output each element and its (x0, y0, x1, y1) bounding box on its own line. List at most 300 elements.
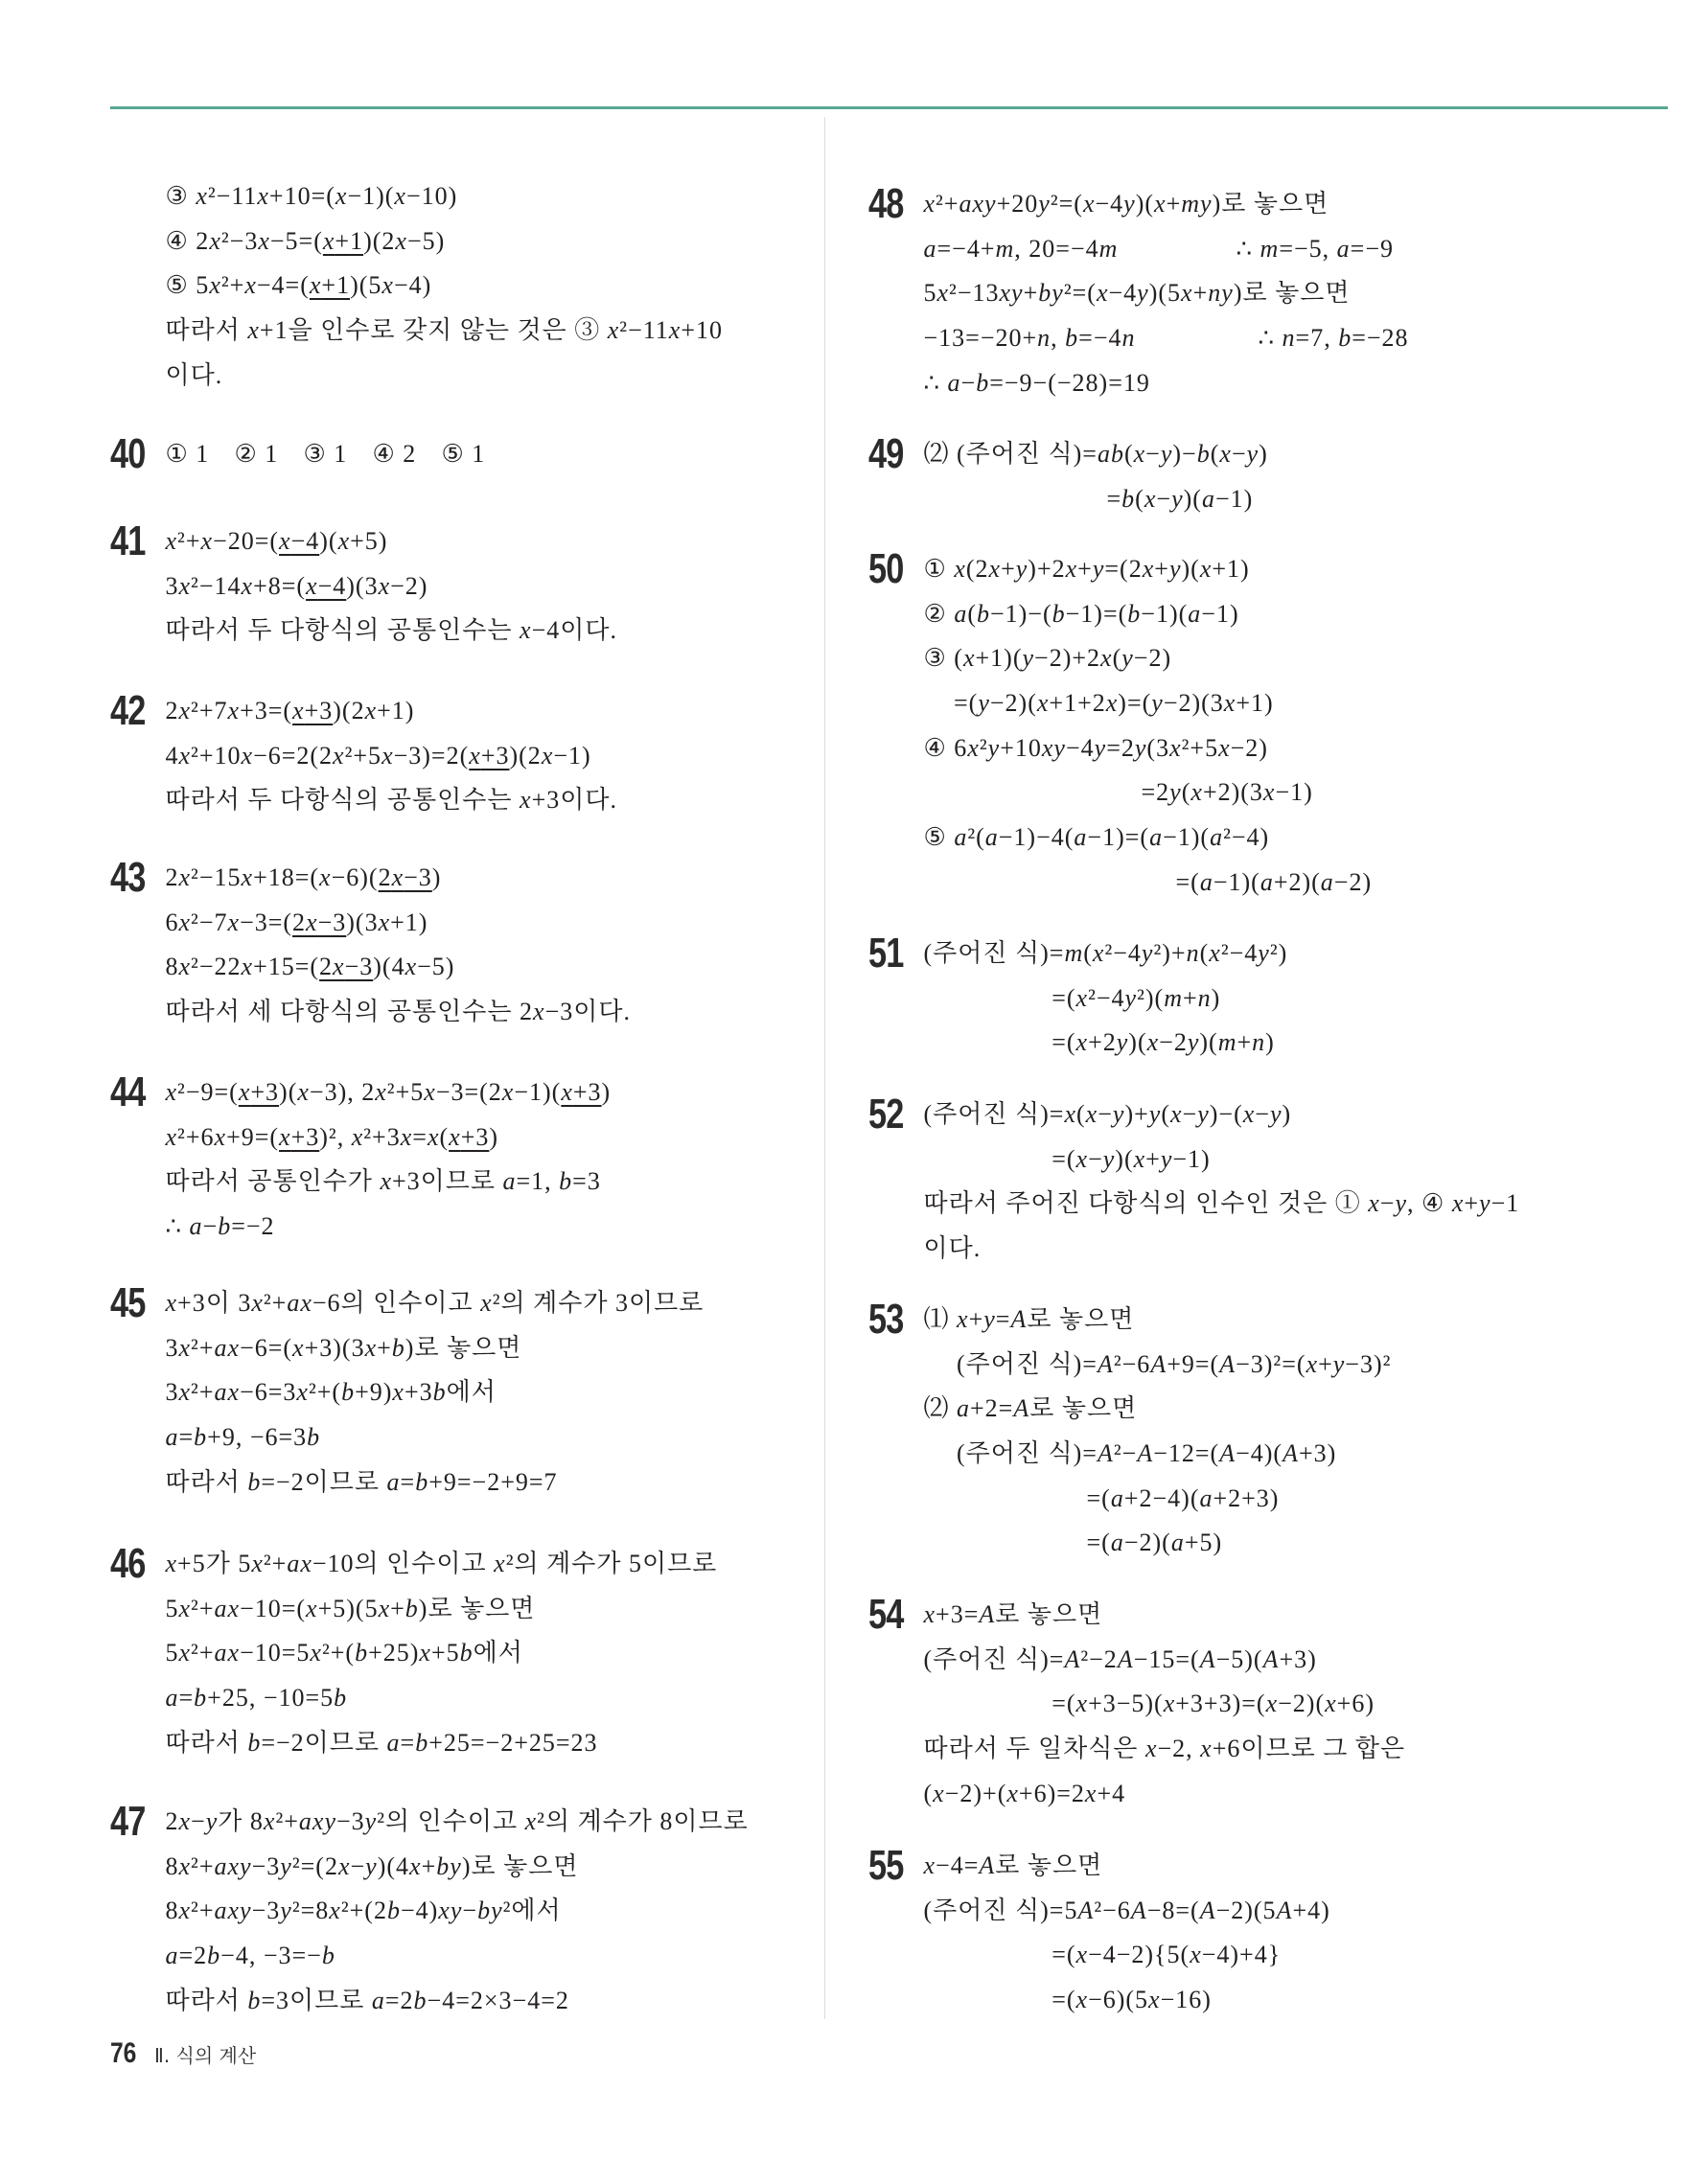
solution-line: =(x−y)(x+y−1) (1051, 1144, 1211, 1173)
math-variable: y (1171, 484, 1184, 513)
math-variable: x (165, 1289, 178, 1317)
math-variable: x (1368, 1189, 1380, 1218)
math-variable: xy (999, 279, 1024, 308)
math-variable: b (355, 1639, 369, 1667)
solution-line: ⑤ a²(a−1)−4(a−1)=(a−1)(a²−4) (923, 823, 1270, 852)
math-variable: xy (438, 1897, 463, 1925)
line-segment: ) (489, 1122, 499, 1151)
problem-54 (868, 1593, 1405, 1816)
math-variable: n (1252, 1028, 1266, 1057)
line-segment: )(2x−5) (363, 226, 446, 255)
math-variable: x (1075, 1986, 1089, 2014)
math-variable: x (263, 1807, 276, 1835)
solution-line (923, 316, 1409, 361)
solution-line: 따라서 두 다항식의 공통인수는 x−4이다. (165, 616, 617, 645)
math-variable: y (987, 733, 1001, 762)
math-variable: x (306, 1594, 318, 1622)
math-variable: x (241, 953, 254, 981)
problem-55 (868, 1844, 1330, 2023)
math-variable: A (979, 1600, 996, 1628)
problem-50 (868, 547, 1372, 906)
common-factor: x−4 (306, 571, 347, 600)
solution-line: =(a+2−4)(a+2+3) (1086, 1483, 1280, 1512)
problem-number: 41 (110, 517, 146, 564)
math-variable: x (178, 1333, 192, 1362)
math-variable: x (251, 1289, 264, 1317)
math-variable: x (1036, 689, 1050, 718)
solution-line (166, 901, 631, 946)
math-variable: x (351, 1122, 364, 1151)
math-variable: a (957, 1394, 971, 1423)
math-variable: a (954, 599, 968, 628)
problem-number: 54 (868, 1591, 904, 1638)
math-variable: x (364, 1333, 378, 1362)
math-variable: b (247, 1728, 262, 1757)
math-variable: x (337, 1851, 351, 1880)
math-variable: x (1064, 1100, 1076, 1128)
solution-lines (924, 1844, 1330, 2023)
math-variable: A (1130, 1896, 1147, 1924)
solution-line: ⑵ (주어진 식)=ab(x−y)−b(x−y) (923, 440, 1268, 468)
solution-lines (924, 931, 1288, 1066)
math-variable: a (1199, 867, 1213, 896)
math-variable: x (178, 908, 192, 936)
solution-line: 3x²+ax−6=3x²+(b+9)x+3b에서 (165, 1378, 497, 1407)
math-variable: x (251, 1550, 264, 1577)
common-factor: 2x−3 (378, 863, 432, 891)
line-segment: )(4x−5) (373, 953, 455, 981)
math-variable: x (392, 1378, 404, 1407)
solution-line (166, 1070, 612, 1115)
math-variable: x (1075, 1941, 1089, 1969)
page-footer (110, 2036, 256, 2071)
math-variable: x (165, 527, 178, 555)
math-variable: axy (214, 1851, 252, 1880)
math-variable: axy (214, 1897, 252, 1925)
math-variable: x (1148, 1986, 1161, 2014)
math-variable: x (200, 527, 214, 555)
solution-lines (166, 1800, 749, 2023)
line-segment: )(3x−2) (346, 571, 428, 600)
line-segment: )(3x+1) (346, 908, 428, 936)
solution-line: (주어진 식)=A²−2A−15=(A−5)(A+3) (923, 1644, 1317, 1673)
solution-line: a=2b−4, −3=−b (165, 1942, 335, 1970)
solution-lines (166, 174, 724, 398)
math-variable: x (257, 182, 269, 210)
solution-lines (166, 432, 511, 477)
math-variable: x (668, 316, 682, 345)
solution-lines (166, 1070, 612, 1250)
problem-45 (110, 1281, 704, 1505)
math-variable: x (380, 1167, 392, 1196)
solution-line: ① x(2x+y)+2x+y=(2x+y)(x+1) (923, 555, 1250, 583)
solution-line: ② a(b−1)−(b−1)=(b−1)(a−1) (923, 599, 1239, 628)
math-variable: n (1037, 324, 1051, 353)
math-variable: y (1124, 983, 1138, 1012)
math-variable: x (1306, 1349, 1319, 1378)
math-variable: y (1137, 279, 1149, 308)
solution-line: 따라서 x+1을 인수로 갖지 않는 것은 ③ x²−11x+10 (165, 316, 723, 345)
math-variable: m (1259, 234, 1280, 263)
math-variable: by (477, 1897, 503, 1925)
line-segment: 4x²+10x−6=2(2x²+5x−3)=2( (165, 741, 470, 770)
math-variable: x (1105, 689, 1119, 718)
math-variable: x (227, 697, 241, 724)
math-variable: x (1169, 1100, 1183, 1128)
math-variable: x (936, 279, 950, 308)
answer-item: ④ 2 (372, 440, 417, 468)
math-variable: x (394, 182, 406, 210)
math-variable: A (979, 1851, 996, 1879)
math-variable: a (923, 234, 937, 263)
line-segment: x²+6x+9=( (165, 1122, 280, 1151)
conclusion-segment: ∴ n=7, b=−28 (1258, 324, 1409, 353)
math-variable: x (1065, 555, 1078, 583)
line-segment: x²−9=( (165, 1078, 239, 1106)
math-variable: m (1164, 983, 1183, 1012)
math-variable: x (209, 226, 221, 255)
math-variable: a (1259, 867, 1274, 896)
solution-line: ∴ a−b=−9−(−28)=19 (923, 368, 1150, 397)
problem-40 (110, 432, 511, 477)
math-variable: y (1197, 1100, 1210, 1128)
math-variable: x (209, 271, 221, 300)
problem-number: 45 (110, 1279, 146, 1326)
math-variable: y (1187, 1028, 1200, 1057)
math-variable: y (1269, 1100, 1283, 1128)
math-variable: x (241, 741, 254, 770)
math-variable: A (1219, 1439, 1236, 1468)
math-variable: y (1123, 190, 1136, 218)
math-variable: a (165, 1423, 179, 1452)
math-variable: x (967, 733, 980, 762)
problem-44 (110, 1070, 611, 1250)
math-variable: a (1149, 823, 1164, 852)
answer-item: ③ 1 (303, 440, 348, 468)
math-variable: b (413, 1986, 428, 2014)
solution-line: 따라서 주어진 다항식의 인수인 것은 ① x−y, ④ x+y−1 (923, 1189, 1520, 1218)
solution-line: ⑴ x+y=A로 놓으면 (923, 1305, 1135, 1333)
math-variable: x (1200, 1735, 1213, 1763)
math-variable: a (1320, 867, 1334, 896)
answer-item: ② 1 (234, 440, 279, 468)
problem-46 (110, 1542, 717, 1765)
math-variable: n (1121, 324, 1136, 353)
math-variable: x (196, 182, 208, 210)
math-variable: b (1051, 599, 1066, 628)
line-segment: )², x²+3x=x( (319, 1122, 450, 1151)
line-segment: 2x²−15x+18=(x−6)( (165, 863, 379, 891)
page-number: 76 (110, 2037, 137, 2069)
math-variable: a (165, 1942, 179, 1970)
math-variable: by (436, 1851, 462, 1880)
math-variable: n (1197, 983, 1212, 1012)
line-segment: )(x+5) (319, 527, 388, 555)
math-variable: a (1074, 823, 1088, 852)
solution-line: ③ (x+1)(y−2)+2x(y−2) (923, 644, 1172, 673)
problem-51 (868, 931, 1287, 1066)
math-variable: A (1219, 1349, 1236, 1378)
math-variable: x (409, 1851, 422, 1880)
math-variable: x (1133, 1144, 1146, 1173)
math-variable: b (341, 1378, 356, 1407)
math-variable: b (976, 599, 990, 628)
math-variable: x (1154, 190, 1167, 218)
solution-line (166, 689, 617, 734)
line-segment: )(5x−4) (350, 271, 432, 300)
solution-line: x+3이 3x²+ax−6의 인수이고 x²의 계수가 3이므로 (165, 1289, 705, 1317)
math-variable: a (386, 1467, 401, 1496)
solution-lines (924, 547, 1373, 906)
math-variable: x (178, 1897, 192, 1925)
common-factor: x+1 (309, 271, 351, 300)
problem-number: 40 (110, 430, 146, 477)
math-variable: x (244, 271, 257, 300)
math-variable: n (1282, 324, 1296, 353)
math-variable: y (1395, 1189, 1408, 1218)
math-variable: y (1258, 939, 1270, 967)
math-variable: x (541, 741, 554, 770)
math-variable: ax (214, 1378, 241, 1407)
math-variable: x (322, 226, 335, 255)
solution-line: 2x−y가 8x²+axy−3y²의 인수이고 x²의 계수가 8이므로 (165, 1807, 749, 1835)
math-variable: x (1096, 279, 1109, 308)
problem-48 (868, 180, 1409, 405)
math-variable: axy (959, 190, 997, 218)
math-variable: a (1201, 484, 1215, 513)
problem-39-continuation (110, 174, 723, 398)
math-variable: x (165, 1122, 178, 1151)
math-variable: a (954, 823, 968, 852)
problem-41 (110, 519, 617, 654)
math-variable: x (524, 1807, 538, 1835)
math-variable: x (378, 908, 391, 936)
math-variable: x (494, 1550, 506, 1577)
solution-line: =(x²−4y²)(m+n) (1051, 983, 1221, 1012)
math-variable: y (1168, 555, 1182, 583)
line-segment: ④ 2x²−3x−5=( (165, 226, 323, 255)
line-segment: )(2x−1) (509, 741, 591, 770)
math-variable: x (449, 1122, 461, 1151)
solution-lines (166, 1281, 705, 1505)
solution-line: (주어진 식)=x(x−y)+y(x−y)−(x−y) (923, 1100, 1292, 1128)
math-variable: a (984, 823, 999, 852)
math-variable: x (1006, 1779, 1019, 1807)
math-variable: y (365, 1851, 378, 1880)
math-variable: x (988, 555, 1002, 583)
problem-number: 55 (868, 1842, 904, 1889)
math-variable: y (1479, 1189, 1491, 1218)
math-variable: b (432, 1378, 447, 1407)
solution-line: =b(x−y)(a−1) (1106, 484, 1254, 513)
math-variable: x (310, 1639, 322, 1667)
math-variable: x (381, 271, 394, 300)
math-variable: x (1082, 190, 1096, 218)
math-variable: x (178, 953, 192, 981)
math-variable: x (957, 1305, 969, 1333)
math-variable: ax (214, 1639, 241, 1667)
solution-line: a=b+25, −10=5b (165, 1684, 348, 1713)
problem-number: 44 (110, 1069, 146, 1115)
solution-line (166, 264, 724, 309)
solution-line (166, 734, 617, 779)
math-variable: a (502, 1167, 517, 1196)
math-variable: x (962, 644, 976, 673)
solution-line: 따라서 b=3이므로 a=2b−4=2×3−4=2 (165, 1986, 569, 2014)
solution-line: (주어진 식)=A²−6A+9=(A−3)²=(x+y−3)² (957, 1349, 1392, 1378)
math-variable: x (1199, 555, 1213, 583)
math-variable: x (178, 863, 192, 891)
line-segment: 6x²−7x−3=( (165, 908, 293, 936)
solution-line: 이다. (165, 360, 223, 389)
math-variable: a (1210, 823, 1224, 852)
math-variable: x (501, 1078, 515, 1106)
math-variable: ax (214, 1333, 241, 1362)
math-variable: x (1084, 1779, 1098, 1807)
math-variable: x (1169, 733, 1182, 762)
common-factor: x+3 (449, 1122, 490, 1151)
solution-line: 따라서 세 다항식의 공통인수는 2x−3이다. (165, 998, 631, 1026)
math-variable: x (520, 616, 532, 645)
math-variable: x (319, 863, 332, 891)
math-variable: A (1097, 1439, 1114, 1468)
line-segment: a=−4+m, 20=−4m (923, 234, 1119, 263)
problem-number: 42 (110, 687, 146, 734)
solution-line: x−4=A로 놓으면 (923, 1851, 1103, 1879)
math-variable: x (178, 1378, 192, 1407)
line-segment: 3x²−14x+8=( (165, 571, 307, 600)
math-variable: x (165, 1550, 178, 1577)
math-variable: x (1144, 1735, 1158, 1763)
solution-line: =(x−4−2){5(x−4)+4} (1051, 1941, 1282, 1969)
math-variable: x (247, 316, 260, 345)
math-variable: x (1163, 1690, 1176, 1718)
solution-line: (주어진 식)=A²−A−12=(A−4)(A+3) (957, 1439, 1337, 1468)
solution-line: x+5가 5x²+ax−10의 인수이고 x²의 계수가 5이므로 (165, 1550, 718, 1577)
math-variable: x (923, 1600, 936, 1628)
solution-line: x+3=A로 놓으면 (923, 1600, 1103, 1628)
problem-53 (868, 1298, 1391, 1566)
math-variable: b (415, 1728, 429, 1757)
math-variable: A (1283, 1439, 1299, 1468)
math-variable: x (178, 571, 192, 600)
problem-number: 47 (110, 1798, 146, 1845)
math-variable: y (1102, 1144, 1116, 1173)
problem-number: 43 (110, 854, 146, 901)
math-variable: A (1137, 1439, 1154, 1468)
solution-line (923, 227, 1394, 272)
problem-number: 52 (868, 1091, 904, 1138)
problem-number: 51 (868, 930, 904, 977)
conclusion-segment: ∴ m=−5, a=−9 (1236, 234, 1394, 263)
math-variable: b (1121, 484, 1136, 513)
math-variable: A (1276, 1896, 1293, 1924)
math-variable: y (1112, 1100, 1125, 1128)
math-variable: x (214, 1122, 227, 1151)
math-variable: A (1010, 1305, 1028, 1333)
math-variable: x (1265, 1690, 1279, 1718)
solution-line: 따라서 두 일차식은 x−2, x+6이므로 그 합은 (923, 1735, 1406, 1763)
math-variable: b (1338, 324, 1352, 353)
math-variable: a (371, 1986, 385, 2014)
math-variable: y (983, 1305, 996, 1333)
math-variable: x (520, 786, 532, 815)
solution-line: 5x²+ax−10=5x²+(b+25)x+5b에서 (165, 1639, 523, 1667)
solution-line (166, 219, 724, 264)
math-variable: b (194, 1423, 208, 1452)
common-factor: x+3 (238, 1078, 280, 1106)
math-variable: x (178, 1594, 192, 1622)
common-factor: 2x−3 (319, 953, 374, 981)
math-variable: y (1160, 440, 1173, 468)
math-variable: x (1075, 1028, 1089, 1057)
math-variable: y (1332, 1349, 1346, 1378)
math-variable: x (607, 316, 620, 345)
solution-line: ⑵ a+2=A로 놓으면 (923, 1394, 1138, 1423)
math-variable: x (178, 1851, 192, 1880)
math-variable: b (207, 1942, 221, 1970)
math-variable: b (334, 1684, 348, 1713)
solution-lines (924, 1593, 1406, 1816)
math-variable: A (1097, 1349, 1114, 1378)
math-variable: x (178, 697, 192, 724)
solution-line: 따라서 b=−2이므로 a=b+9=−2+9=7 (165, 1467, 558, 1496)
solution-lines (166, 856, 631, 1035)
math-variable: b (1196, 440, 1211, 468)
column-divider (824, 117, 825, 2019)
math-variable: y (1141, 939, 1154, 967)
math-variable: y (205, 1807, 219, 1835)
answer-list (166, 432, 511, 477)
math-variable: ny (1208, 279, 1234, 308)
math-variable: ax (214, 1594, 241, 1622)
math-variable: x (258, 226, 270, 255)
math-variable: x (469, 741, 481, 770)
math-variable: a (189, 1212, 203, 1241)
math-variable: A (1064, 1644, 1081, 1673)
math-variable: b (1127, 599, 1142, 628)
line-segment: ) (601, 1078, 612, 1106)
solution-line: (주어진 식)=5A²−6A−8=(A−2)(5A+4) (923, 1896, 1330, 1924)
math-variable: n (1186, 939, 1200, 967)
math-variable: b (218, 1212, 232, 1241)
math-variable: y (1148, 1100, 1162, 1128)
problem-42 (110, 689, 617, 823)
solution-line: 5x²−13xy+by²=(x−4y)(5x+ny)로 놓으면 (923, 279, 1351, 308)
math-variable: x (227, 908, 241, 936)
solution-lines (166, 1542, 718, 1765)
math-variable: y (280, 1851, 292, 1880)
math-variable: x (1133, 440, 1146, 468)
math-variable: x (1146, 1028, 1160, 1057)
common-factor: x+3 (279, 1122, 320, 1151)
math-variable: x (309, 271, 322, 300)
solution-line (166, 564, 617, 609)
common-factor: x+1 (322, 226, 364, 255)
answer-item: ⑤ 1 (441, 440, 486, 468)
math-variable: x (1242, 1100, 1256, 1128)
solution-line: ∴ a−b=−2 (165, 1212, 275, 1241)
solution-line: =(a−1)(a+2)(a−2) (1175, 867, 1373, 896)
math-variable: ax (287, 1550, 312, 1577)
problem-49 (868, 432, 1268, 521)
solution-line: 따라서 두 다항식의 공통인수는 x+3이다. (165, 786, 617, 815)
math-variable: x (306, 571, 318, 600)
math-variable: y (1121, 644, 1134, 673)
math-variable: y (1169, 778, 1182, 807)
line-segment: )(2x+1) (333, 697, 415, 724)
solution-line: =(x−6)(5x−16) (1051, 1986, 1212, 2014)
